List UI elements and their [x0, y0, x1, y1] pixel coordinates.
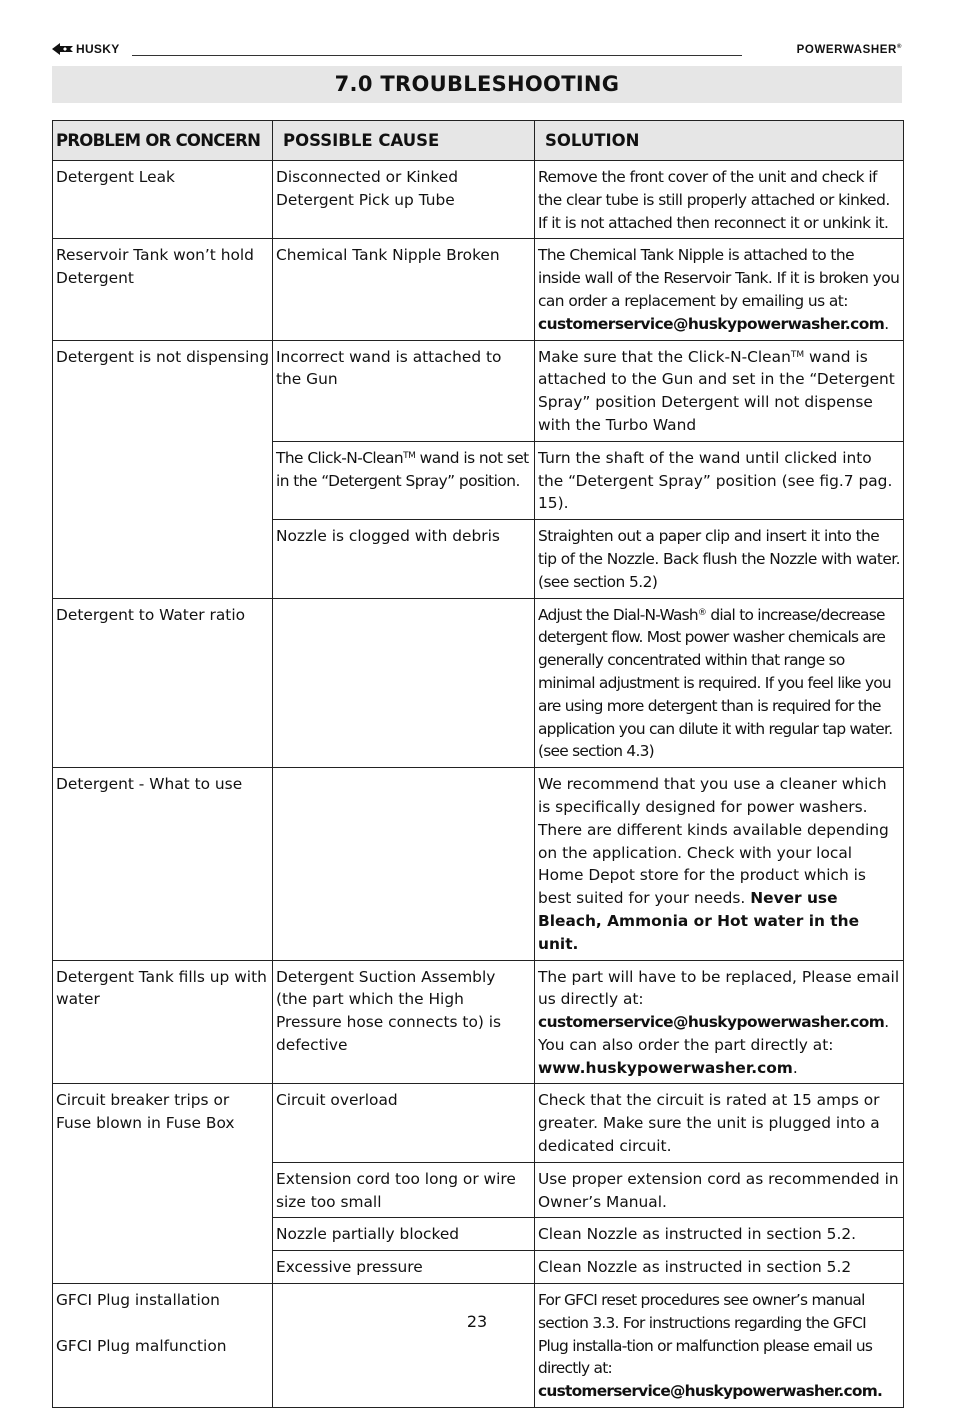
table-header-row	[53, 121, 904, 161]
husky-arrow-icon	[52, 42, 74, 56]
table-row	[53, 161, 904, 239]
table-row	[53, 1284, 904, 1408]
table-row	[53, 239, 904, 340]
table-row	[53, 960, 904, 1084]
warning-text: Never use Bleach, Ammonia or Hot water in the unit.	[538, 889, 860, 953]
page-header	[52, 40, 902, 60]
solution-cell: Straighten out a paper clip and insert it into the tip of the Nozzle. Back flush the Nozzle with water. (see section 5.2)	[535, 520, 904, 598]
solution-cell: The part will have to be replaced, Please email us directly at: customerservice@huskypowerwasher.com. You can also order the part directly at: www.huskypowerwasher.com.	[535, 960, 904, 1084]
column-header-problem: PROBLEM OR CONCERN	[53, 121, 273, 161]
cause-cell: Chemical Tank Nipple Broken	[273, 239, 535, 340]
solution-cell: Remove the front cover of the unit and check if the clear tube is still properly attached or kinked. If it is not attached then reconnect it or unkink it.	[535, 161, 904, 239]
table-row	[53, 340, 904, 441]
cause-cell: Nozzle partially blocked	[273, 1218, 535, 1251]
cause-cell	[273, 768, 535, 960]
solution-cell: Adjust the Dial-N-Wash® dial to increase/decrease detergent flow. Most power washer chemicals are generally concentrated within that range so minimal adjustment is required. If you feel like you are using more detergent than is required for the application you can dilute it with regular tap water. (see section 4.3)	[535, 598, 904, 768]
cause-cell: Excessive pressure	[273, 1251, 535, 1284]
header-rule	[132, 55, 742, 56]
table-row	[53, 1084, 904, 1162]
problem-cell: Circuit breaker trips or Fuse blown in Fuse Box	[53, 1084, 273, 1284]
logo-text: HUSKY	[76, 42, 120, 56]
brand-name: POWERWASHER®	[796, 44, 902, 56]
problem-cell: Detergent - What to use	[53, 768, 273, 960]
solution-cell: For GFCI reset procedures see owner’s manual section 3.3. For instructions regarding the GFCI Plug installa-tion or malfunction please email us directly at: customerservice@huskypowerwasher.com.	[535, 1284, 904, 1408]
cause-cell: Extension cord too long or wire size too small	[273, 1162, 535, 1218]
registered-mark: ®	[697, 607, 707, 618]
solution-cell: We recommend that you use a cleaner which is specifically designed for power washers. There are different kinds available depending on the application. Check with your local Home Depot store for the product which is best suited for your needs. Never use Bleach, Ammonia or Hot water in the unit.	[535, 768, 904, 960]
email-address: customerservice@huskypowerwasher.com	[538, 1013, 885, 1032]
solution-cell: The Chemical Tank Nipple is attached to the inside wall of the Reservoir Tank. If it is broken you can order a replacement by emailing us at: customerservice@huskypowerwasher.com.	[535, 239, 904, 340]
trademark-mark: TM	[790, 349, 805, 360]
column-header-solution: SOLUTION	[535, 121, 904, 161]
troubleshooting-table	[52, 120, 904, 1408]
problem-cell: Detergent Leak	[53, 161, 273, 239]
table-row	[53, 768, 904, 960]
email-address: customerservice@huskypowerwasher.com	[538, 314, 885, 333]
trademark-mark: TM	[403, 450, 416, 461]
problem-cell: Detergent is not dispensing	[53, 340, 273, 598]
problem-line: GFCI Plug installation	[56, 1291, 220, 1310]
cause-cell: Detergent Suction Assembly (the part which the High Pressure hose connects to) is defective	[273, 960, 535, 1084]
problem-cell: Detergent Tank fills up with water	[53, 960, 273, 1084]
cause-cell	[273, 598, 535, 768]
cause-cell: Nozzle is clogged with debris	[273, 520, 535, 598]
problem-cell: Detergent to Water ratio	[53, 598, 273, 768]
cause-cell: Incorrect wand is attached to the Gun	[273, 340, 535, 441]
cause-cell	[273, 1284, 535, 1408]
solution-cell: Check that the circuit is rated at 15 amps or greater. Make sure the unit is plugged into a dedicated circuit.	[535, 1084, 904, 1162]
solution-cell: Turn the shaft of the wand until clicked into the “Detergent Spray” position (see fig.7 pag. 15).	[535, 441, 904, 519]
husky-logo	[52, 42, 120, 56]
solution-cell: Use proper extension cord as recommended in Owner’s Manual.	[535, 1162, 904, 1218]
problem-line: GFCI Plug malfunction	[56, 1336, 227, 1355]
solution-cell: Clean Nozzle as instructed in section 5.2	[535, 1251, 904, 1284]
cause-cell: Circuit overload	[273, 1084, 535, 1162]
table-row	[53, 598, 904, 768]
email-address: customerservice@huskypowerwasher.com.	[538, 1382, 883, 1401]
cause-cell: Disconnected or Kinked Detergent Pick up Tube	[273, 161, 535, 239]
page-title: 7.0 TROUBLESHOOTING	[52, 66, 902, 103]
problem-cell: Reservoir Tank won’t hold Detergent	[53, 239, 273, 340]
solution-cell: Clean Nozzle as instructed in section 5.2.	[535, 1218, 904, 1251]
page-number: 23	[466, 1312, 488, 1331]
column-header-cause: POSSIBLE CAUSE	[273, 121, 535, 161]
solution-cell: Make sure that the Click-N-Clean™ wand is attached to the Gun and set in the “Detergent Spray” position Detergent will not dispense with the Turbo Wand	[535, 340, 904, 441]
cause-cell: The Click-N-Clean™ wand is not set in the “Detergent Spray” position.	[273, 441, 535, 519]
problem-cell	[53, 1284, 273, 1408]
website-url: www.huskypowerwasher.com	[538, 1058, 793, 1077]
registered-mark: ®	[896, 44, 902, 51]
